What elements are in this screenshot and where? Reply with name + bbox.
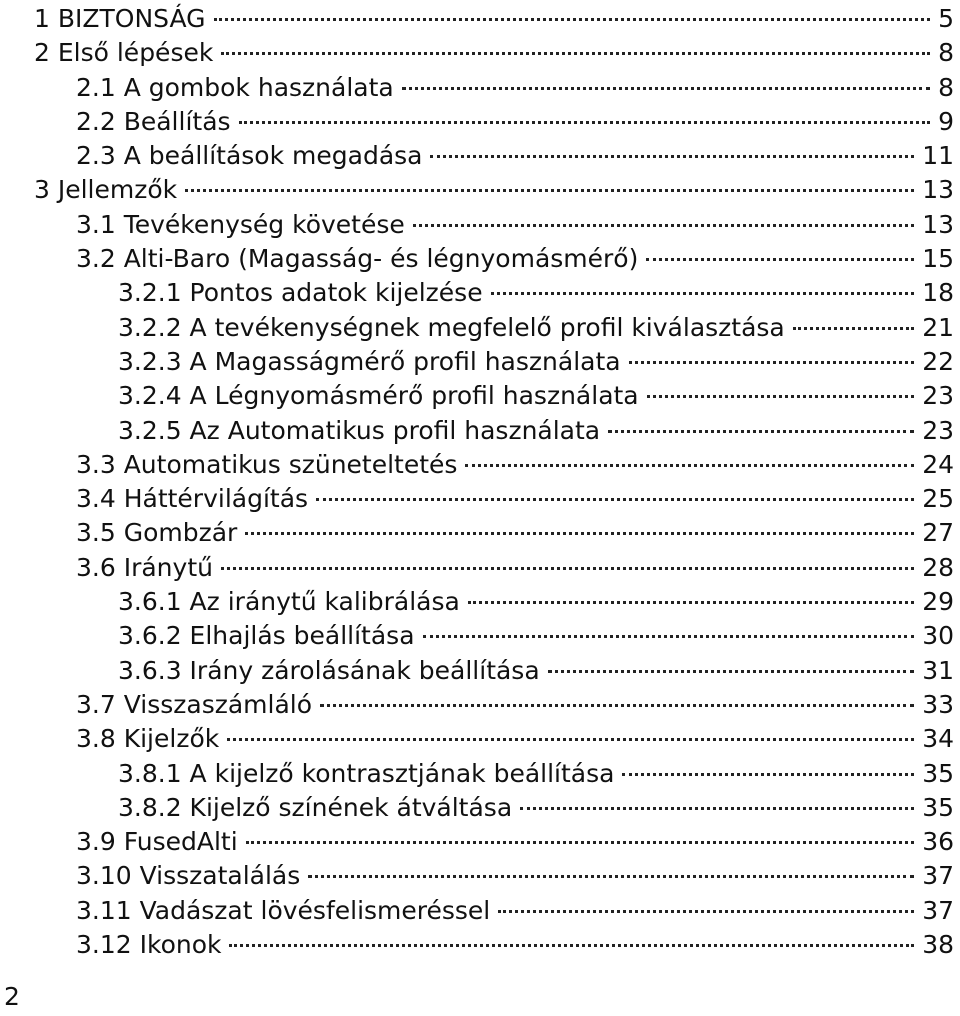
dot-leader	[793, 327, 914, 330]
dot-leader	[646, 258, 914, 261]
dot-leader	[548, 670, 915, 673]
toc-entry-page-number: 25	[922, 484, 954, 514]
toc-entry-page-number: 23	[922, 415, 954, 445]
toc-entry-title: 3.1 Tevékenység követése	[76, 209, 405, 239]
toc-entry-page-number: 8	[938, 72, 954, 102]
dot-leader	[227, 738, 914, 741]
toc-entry[interactable]	[0, 757, 960, 791]
dot-leader	[647, 395, 915, 398]
toc-entry-title: 3.8.1 A kijelző kontrasztjának beállítása	[118, 758, 615, 788]
toc-entry-page-number: 37	[922, 861, 954, 891]
dot-leader	[185, 189, 914, 192]
toc-entry-page-number: 13	[922, 209, 954, 239]
dot-leader	[308, 875, 914, 878]
toc-entry-page-number: 22	[922, 346, 954, 376]
toc-entry-page-number: 34	[922, 724, 954, 754]
toc-entry-title: 3.4 Háttérvilágítás	[76, 484, 309, 514]
toc-entry[interactable]	[0, 448, 960, 482]
toc-entry[interactable]	[0, 791, 960, 825]
dot-leader	[430, 155, 914, 158]
toc-entry-title: 3.2 Alti-Baro (Magasság- és légnyomásmérő)	[76, 244, 639, 274]
dot-leader	[316, 498, 914, 501]
toc-entry[interactable]	[0, 2, 960, 36]
toc-entry-title: 2 Első lépések	[34, 38, 214, 68]
toc-entry-page-number: 8	[938, 38, 954, 68]
toc-entry-title: 3 Jellemzők	[34, 175, 178, 205]
toc-entry-title: 2.2 Beállítás	[76, 106, 231, 136]
toc-entry-page-number: 28	[922, 552, 954, 582]
toc-entry-page-number: 27	[922, 518, 954, 548]
toc-entry-title: 3.8 Kijelzők	[76, 724, 220, 754]
toc-entry[interactable]	[0, 894, 960, 928]
toc-entry[interactable]	[0, 482, 960, 516]
toc-entry[interactable]	[0, 105, 960, 139]
dot-leader	[520, 807, 914, 810]
toc-entry[interactable]	[0, 619, 960, 653]
toc-entry-page-number: 37	[922, 895, 954, 925]
toc-entry[interactable]	[0, 139, 960, 173]
toc-entry-page-number: 11	[922, 141, 954, 171]
dot-leader	[229, 944, 914, 947]
toc-entry-page-number: 18	[922, 278, 954, 308]
toc-entry[interactable]	[0, 276, 960, 310]
toc-entry-title: 3.2.4 A Légnyomásmérő profil használata	[118, 381, 639, 411]
toc-entry[interactable]	[0, 36, 960, 70]
toc-entry[interactable]	[0, 242, 960, 276]
toc-entry-title: 3.6.1 Az iránytű kalibrálása	[118, 587, 460, 617]
toc-entry-page-number: 13	[922, 175, 954, 205]
toc-entry-title: 3.8.2 Kijelző színének átváltása	[118, 792, 513, 822]
dot-leader	[402, 87, 930, 90]
dot-leader	[498, 910, 914, 913]
dot-leader	[214, 18, 931, 21]
dot-leader	[629, 361, 915, 364]
toc-entry[interactable]	[0, 71, 960, 105]
toc-entry-page-number: 23	[922, 381, 954, 411]
toc-entry-title: 2.3 A beállítások megadása	[76, 141, 423, 171]
dot-leader	[320, 704, 914, 707]
dot-leader	[245, 532, 914, 535]
toc-entry-title: 3.2.3 A Magasságmérő profil használata	[118, 346, 621, 376]
toc-entry-title: 3.11 Vadászat lövésfelismeréssel	[76, 895, 491, 925]
toc-entry[interactable]	[0, 551, 960, 585]
toc-entry-page-number: 30	[922, 621, 954, 651]
toc-entry-title: 3.3 Automatikus szüneteltetés	[76, 449, 458, 479]
toc-entry[interactable]	[0, 345, 960, 379]
toc-entry-page-number: 5	[938, 4, 954, 33]
dot-leader	[608, 430, 914, 433]
toc-entry[interactable]	[0, 825, 960, 859]
dot-leader	[246, 841, 915, 844]
table-of-contents	[0, 2, 960, 962]
toc-entry-title: 3.2.2 A tevékenységnek megfelelő profil kiválasztása	[118, 312, 785, 342]
toc-entry-title: 1 BIZTONSÁG	[34, 4, 206, 33]
toc-entry[interactable]	[0, 585, 960, 619]
toc-entry-page-number: 31	[922, 655, 954, 685]
toc-entry[interactable]	[0, 311, 960, 345]
page-number: 2	[4, 982, 20, 1011]
toc-entry-title: 3.5 Gombzár	[76, 518, 238, 548]
toc-entry-page-number: 35	[922, 758, 954, 788]
dot-leader	[465, 464, 914, 467]
toc-entry-title: 3.12 Ikonok	[76, 930, 222, 960]
dot-leader	[622, 773, 914, 776]
dot-leader	[423, 635, 915, 638]
toc-entry-title: 3.6.3 Irány zárolásának beállítása	[118, 655, 540, 685]
dot-leader	[221, 52, 930, 55]
toc-entry[interactable]	[0, 859, 960, 893]
toc-entry-title: 3.10 Visszatalálás	[76, 861, 301, 891]
toc-entry-page-number: 24	[922, 449, 954, 479]
toc-entry[interactable]	[0, 208, 960, 242]
dot-leader	[239, 121, 931, 124]
dot-leader	[468, 601, 914, 604]
toc-entry[interactable]	[0, 173, 960, 207]
toc-entry-page-number: 29	[922, 587, 954, 617]
toc-entry-page-number: 36	[922, 827, 954, 857]
dot-leader	[413, 224, 914, 227]
toc-entry-title: 3.2.1 Pontos adatok kijelzése	[118, 278, 483, 308]
toc-entry-title: 3.9 FusedAlti	[76, 827, 238, 857]
toc-entry-title: 3.7 Visszaszámláló	[76, 689, 313, 719]
toc-entry[interactable]	[0, 688, 960, 722]
toc-entry-title: 2.1 A gombok használata	[76, 72, 394, 102]
toc-entry-page-number: 38	[922, 930, 954, 960]
toc-entry-page-number: 33	[922, 689, 954, 719]
toc-entry-page-number: 15	[922, 244, 954, 274]
dot-leader	[491, 292, 915, 295]
toc-entry[interactable]	[0, 654, 960, 688]
toc-entry-page-number: 9	[938, 106, 954, 136]
toc-entry-page-number: 35	[922, 792, 954, 822]
dot-leader	[221, 567, 914, 570]
toc-entry-page-number: 21	[922, 312, 954, 342]
toc-entry[interactable]	[0, 928, 960, 962]
toc-entry[interactable]	[0, 516, 960, 550]
toc-entry-title: 3.6 Iránytű	[76, 552, 213, 582]
toc-entry[interactable]	[0, 414, 960, 448]
toc-entry-title: 3.2.5 Az Automatikus profil használata	[118, 415, 601, 445]
toc-entry-title: 3.6.2 Elhajlás beállítása	[118, 621, 415, 651]
toc-entry[interactable]	[0, 722, 960, 756]
toc-entry[interactable]	[0, 379, 960, 413]
